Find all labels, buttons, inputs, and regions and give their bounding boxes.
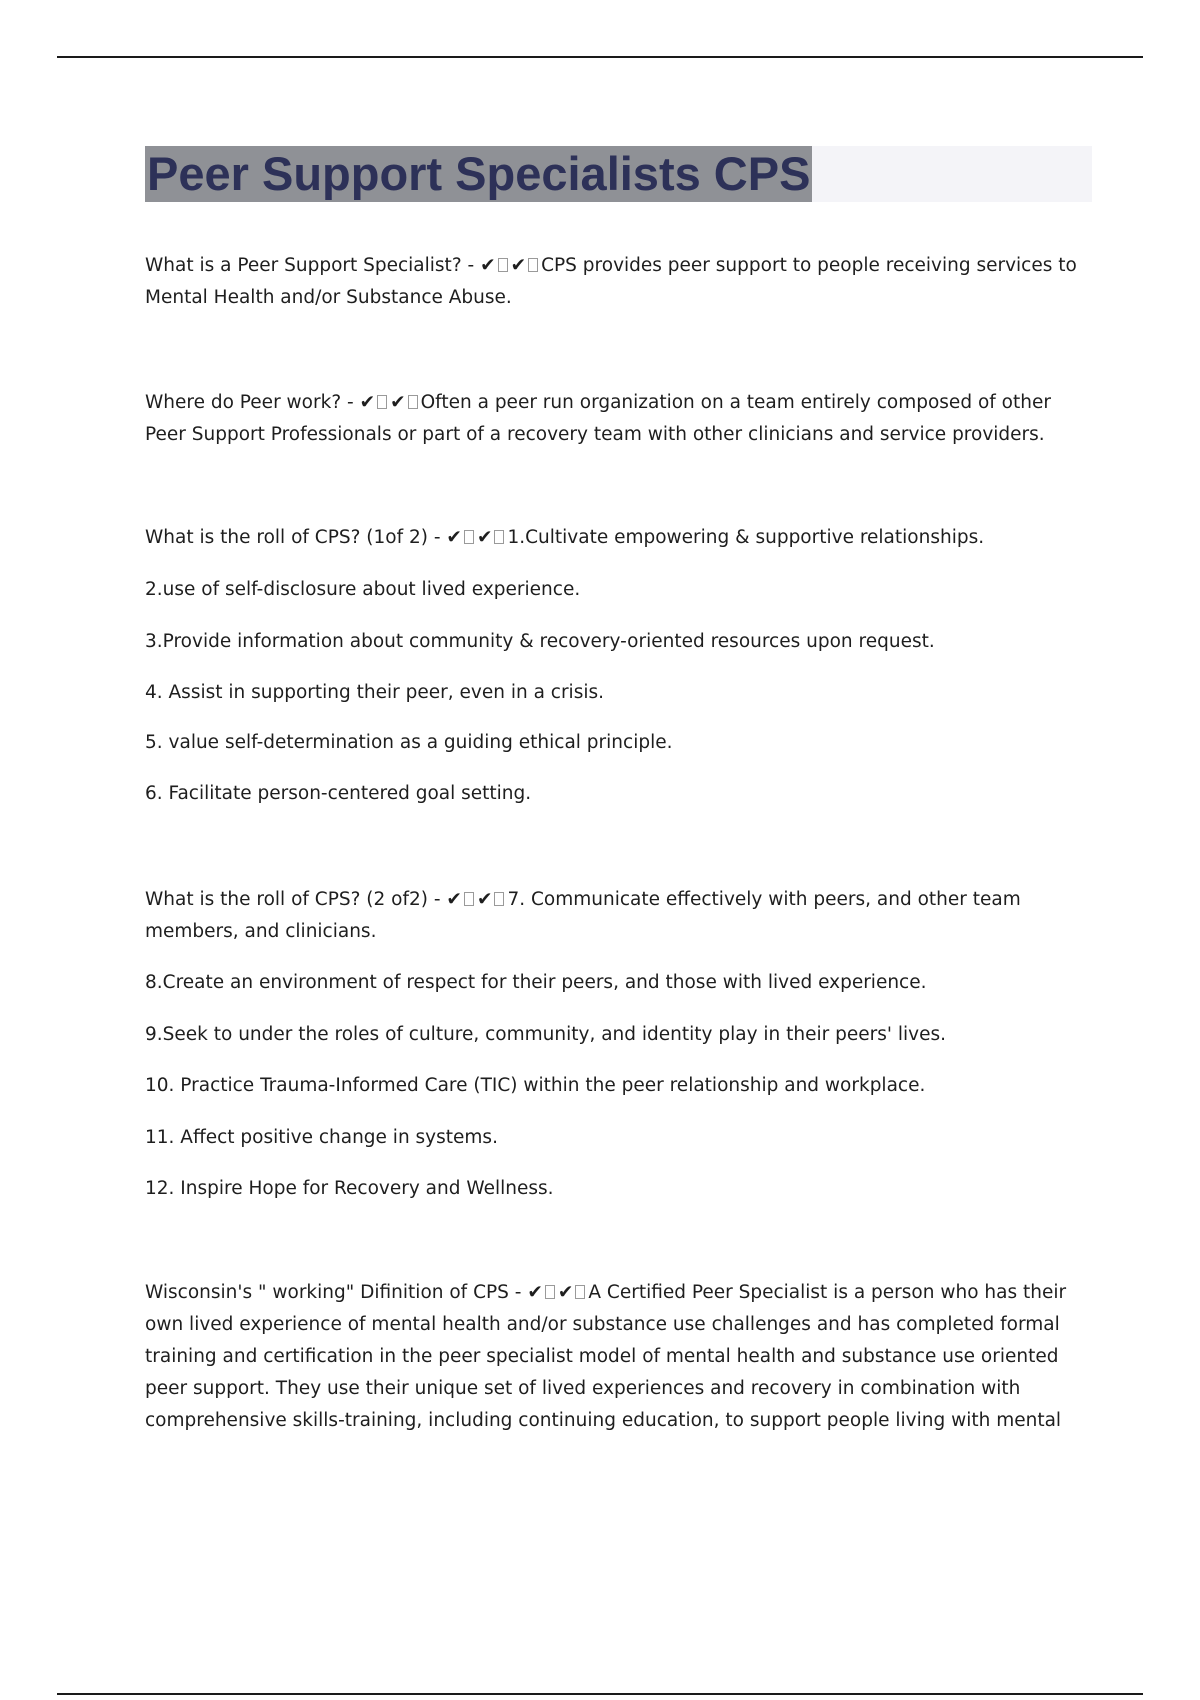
missing-glyph-icon xyxy=(575,1285,585,1299)
answer-text: Often a peer run organization on a team entirely composed of other Peer Support Professionals or part of a recovery team with other clinicians and service providers. xyxy=(145,392,1051,445)
answer-text: 1.Cultivate empowering & supportive relationships. xyxy=(507,527,985,548)
question-text: What is the roll of CPS? (1of 2) - xyxy=(145,527,447,548)
title-banner xyxy=(145,146,1092,202)
flashcard-text xyxy=(145,250,1085,314)
answer-text: 7. Communicate effectively with peers, and other team members, and clinicians. xyxy=(145,889,1021,942)
missing-glyph-icon xyxy=(464,892,474,906)
answer-text: CPS provides peer support to people receiving services to Mental Health and/or Substance Abuse. xyxy=(145,255,1077,308)
missing-glyph-icon xyxy=(494,892,504,906)
flashcard-3 xyxy=(145,522,1085,810)
missing-glyph-icon xyxy=(494,530,504,544)
missing-glyph-icon xyxy=(545,1285,555,1299)
check-mark-icon: ✔ xyxy=(480,255,496,276)
list-item: 5. value self-determination as a guiding ethical principle. xyxy=(145,732,673,753)
answer-text: A Certified Peer Specialist is a person who has their own lived experience of mental health and/or substance use challenges and has completed formal training and certification in the peer specialist model of mental health and substance use oriented peer support. They use their unique set of lived experiences and recovery in combination with comprehensive skills-training, including continuing education, to support people living with mental xyxy=(145,1282,1067,1431)
list-item: 9.Seek to under the roles of culture, community, and identity play in their peers' lives. xyxy=(145,1024,947,1045)
list-item: 12. Inspire Hope for Recovery and Wellness. xyxy=(145,1178,554,1199)
list-item: 8.Create an environment of respect for their peers, and those with lived experience. xyxy=(145,972,927,993)
check-mark-icon: ✔ xyxy=(359,392,376,413)
flashcard-4 xyxy=(145,884,1085,1205)
flashcard-1 xyxy=(145,250,1085,314)
check-mark-icon: ✔ xyxy=(476,889,493,910)
flashcard-text xyxy=(145,884,1085,948)
check-mark-icon: ✔ xyxy=(527,1282,543,1303)
top-rule xyxy=(57,56,1143,58)
check-mark-icon: ✔ xyxy=(390,392,406,413)
flashcard-text xyxy=(145,522,1085,554)
missing-glyph-icon xyxy=(408,395,418,409)
flashcard-text xyxy=(145,1277,1085,1437)
flashcard-2 xyxy=(145,387,1085,451)
missing-glyph-icon xyxy=(528,258,538,272)
bottom-rule xyxy=(57,1693,1143,1695)
question-text: What is the roll of CPS? (2 of2) - xyxy=(145,889,447,910)
flashcard-text xyxy=(145,387,1085,451)
list-item: 10. Practice Trauma-Informed Care (TIC) within the peer relationship and workplace. xyxy=(145,1075,926,1096)
question-text: What is a Peer Support Specialist? - xyxy=(145,255,481,276)
missing-glyph-icon xyxy=(464,530,474,544)
list-item: 11. Affect positive change in systems. xyxy=(145,1127,498,1148)
check-mark-icon: ✔ xyxy=(446,527,462,548)
check-mark-icon: ✔ xyxy=(476,527,493,548)
check-mark-icon: ✔ xyxy=(510,255,527,276)
flashcard-5 xyxy=(145,1277,1085,1437)
question-text: Wisconsin's " working" Difinition of CPS - xyxy=(145,1282,528,1303)
missing-glyph-icon xyxy=(377,395,387,409)
list-item: 4. Assist in supporting their peer, even in a crisis. xyxy=(145,682,604,703)
list-item: 6. Facilitate person-centered goal setting. xyxy=(145,783,532,804)
check-mark-icon: ✔ xyxy=(446,889,462,910)
missing-glyph-icon xyxy=(498,258,508,272)
check-mark-icon: ✔ xyxy=(557,1282,574,1303)
list-item: 2.use of self-disclosure about lived experience. xyxy=(145,579,581,600)
page-title: Peer Support Specialists CPS xyxy=(147,147,811,200)
list-item: 3.Provide information about community & recovery-oriented resources upon request. xyxy=(145,631,935,652)
question-text: Where do Peer work? - xyxy=(145,392,360,413)
